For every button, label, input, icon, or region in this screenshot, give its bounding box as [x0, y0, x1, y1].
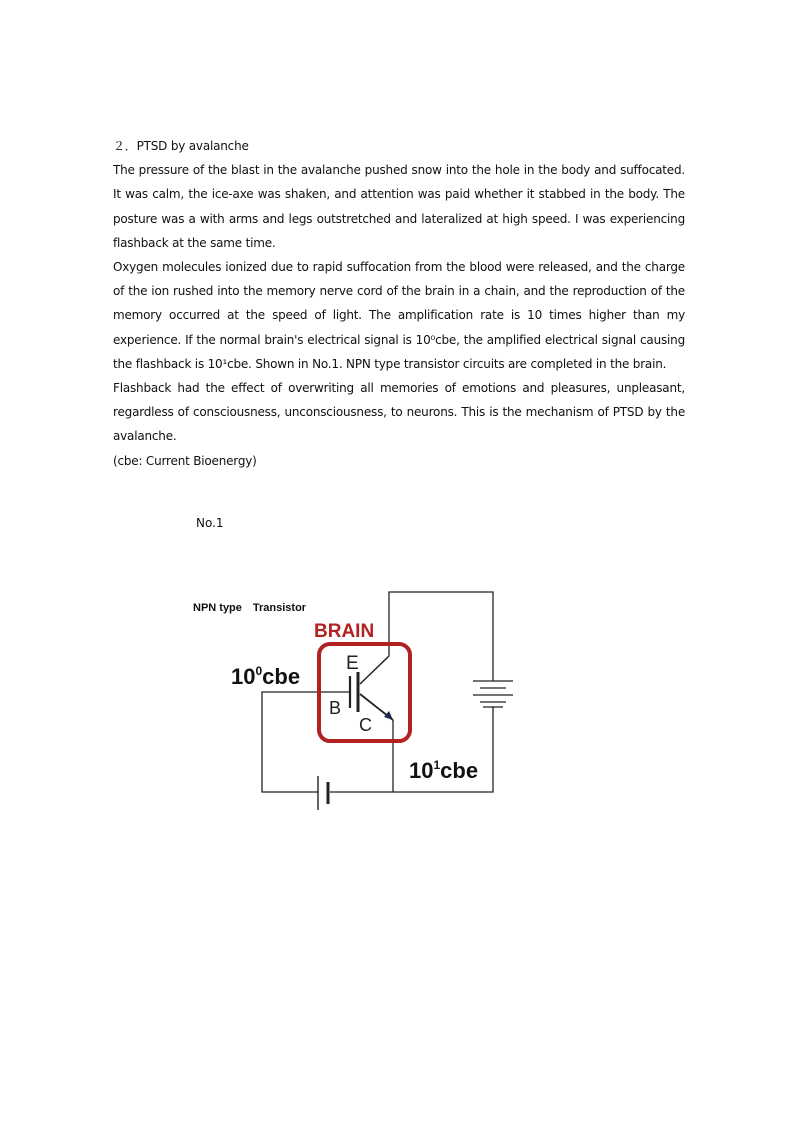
paragraph-flashback: Flashback had the effect of overwriting all memories of emotions and pleasures, unpleasant, regardless of consciousness, unconsciousness, to neurons. This is the mechanism of PTSD by the avalanche. [113, 381, 685, 444]
right-battery-icon [473, 681, 513, 707]
output-signal-base: 10 [409, 758, 434, 783]
input-signal-base: 10 [231, 664, 256, 689]
collector-label: C [359, 715, 372, 735]
wire-emitter-to-battery [389, 592, 493, 681]
paragraph-blast: The pressure of the blast in the avalanche pushed snow into the hole in the body and suffocated. It was calm, the ice-axe was shaken, and attention was paid whether it stabbed in the body. The posture was a with arms and legs outstretched and lateralized at high speed. I was experiencing flashback at the same time. [113, 163, 685, 250]
base-label: B [329, 698, 342, 718]
figure-label: No.1 [196, 516, 224, 530]
output-signal-exponent: 1 [433, 758, 441, 772]
emitter-label: E [346, 653, 359, 674]
paragraph-definition: (cbe: Current Bioenergy) [113, 453, 257, 468]
collector-arrow-icon [384, 711, 393, 720]
bottom-battery-icon [318, 776, 328, 810]
emitter-lead [360, 656, 389, 684]
output-signal-label [409, 758, 478, 783]
input-signal-exponent: 0 [255, 664, 263, 678]
input-signal-unit: cbe [262, 664, 301, 689]
section-heading: ２．PTSD by avalanche [113, 139, 249, 153]
input-signal-label [231, 664, 300, 689]
figure-title: NPN type Transistor [193, 602, 307, 614]
paragraph-mechanism: Oxygen molecules ionized due to rapid suffocation from the blood were released, and the charge of the ion rushed into the memory nerve cord of the brain in a chain, and the reproduction of the memory occurred at the speed of light. The amplification rate is 10 times higher than my experience. If the normal brain's electrical signal is 10⁰cbe, the amplified electrical signal causing the flashback is 10¹cbe. Shown in No.1. NPN type transistor circuits are completed in the brain. [113, 260, 685, 371]
output-signal-unit: cbe [440, 758, 479, 783]
brain-label: BRAIN [314, 621, 375, 642]
